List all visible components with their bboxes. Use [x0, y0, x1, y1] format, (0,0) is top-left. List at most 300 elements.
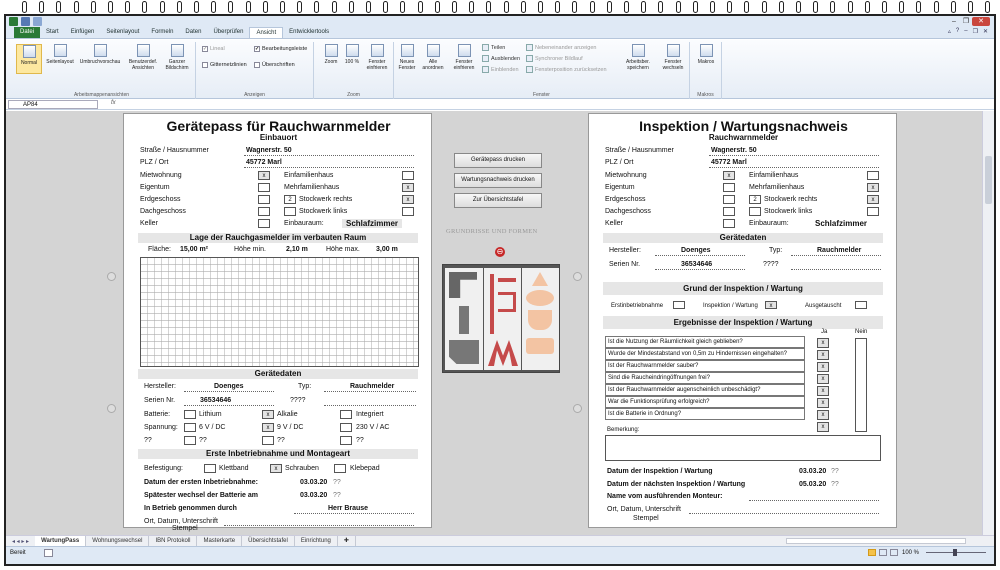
geraetepass-drucken-button[interactable]: Gerätepass drucken	[454, 153, 542, 168]
spiral-ring	[246, 1, 251, 13]
tab-einfuegen[interactable]: Einfügen	[70, 29, 95, 35]
scrollbar-thumb[interactable]	[985, 156, 992, 204]
einbauort-heading: Einbauort	[259, 133, 298, 142]
inspektion-page	[588, 113, 897, 528]
tab-daten[interactable]: Daten	[185, 29, 202, 35]
sheet-tab-ibn-protokoll[interactable]: IBN Protokoll	[149, 536, 197, 546]
spiral-ring	[899, 1, 904, 13]
eigentum-checkbox[interactable]	[258, 183, 270, 192]
keller-checkbox[interactable]	[258, 219, 270, 228]
klettband-checkbox[interactable]	[204, 464, 216, 473]
spiral-ring	[177, 1, 182, 13]
zoom-100-label: 100 %	[344, 59, 360, 65]
mehrfamilienhaus-checkbox[interactable]: x	[402, 183, 414, 192]
save-icon[interactable]	[21, 17, 30, 26]
group-label: Arbeitsmappenansichten	[73, 92, 130, 98]
erstinbetriebnahme-checkbox[interactable]	[673, 301, 685, 309]
einfamilienhaus-checkbox[interactable]	[402, 171, 414, 180]
spiral-ring	[263, 1, 268, 13]
dachgeschoss-checkbox[interactable]	[723, 207, 735, 216]
alkalie-label: Alkalie	[277, 411, 298, 418]
sheet-tabs	[6, 535, 994, 546]
group-arbeitsmappenansichten	[8, 42, 196, 99]
group-label: Zoom	[347, 92, 360, 98]
tab-start[interactable]: Start	[46, 29, 59, 35]
other-label-3: ??	[356, 437, 364, 444]
punch-hole	[107, 404, 116, 413]
einbauraum-value[interactable]: Schlafzimmer	[342, 219, 402, 228]
zigzag-shape[interactable]	[498, 292, 516, 312]
spiral-ring	[762, 1, 767, 13]
stockwerk-links-checkbox[interactable]	[402, 207, 414, 216]
stockwerk-links-box[interactable]	[284, 207, 296, 216]
datum-erst-value[interactable]: 03.03.20	[300, 479, 328, 486]
synchron-label: Synchroner Bildlauf	[535, 55, 583, 62]
6v-label: 6 V / DC	[199, 424, 226, 431]
schrauben-checkbox[interactable]: x	[270, 464, 282, 473]
keller-label: Keller	[140, 220, 158, 227]
ort-datum-label: Ort, Datum, Unterschrift	[607, 506, 681, 513]
ausgetauscht-label: Ausgetauscht	[805, 303, 842, 309]
tab-seitenlayout[interactable]: Seitenlayout	[106, 29, 140, 35]
sheet-area	[6, 111, 994, 535]
spiral-ring	[280, 1, 285, 13]
datum-inspektion-value[interactable]: 03.03.20	[799, 468, 827, 475]
benutzerdef-ansichten-button[interactable]	[126, 44, 160, 71]
minimize-icon[interactable]: –	[964, 28, 968, 34]
eigentum-label: Eigentum	[605, 184, 635, 191]
wartungsnachweis-drucken-button[interactable]: Wartungsnachweis drucken	[454, 173, 542, 188]
sheet-tab-wohnungswechsel[interactable]: Wohnungswechsel	[86, 536, 149, 546]
other-checkbox-3[interactable]	[340, 436, 352, 445]
spiral-ring	[813, 1, 818, 13]
gitternetzlinien-checkbox[interactable]	[202, 62, 247, 68]
einblenden-button[interactable]	[482, 66, 519, 73]
mehrfamilienhaus-label: Mehrfamilienhaus	[749, 184, 805, 191]
minimize-ribbon-icon[interactable]: ▵	[947, 29, 951, 35]
triangle-shape[interactable]	[532, 272, 548, 286]
stockwerk-rechts-checkbox[interactable]: x	[402, 195, 414, 204]
spiral-ring	[916, 1, 921, 13]
ja-checkbox-6[interactable]: x	[817, 398, 829, 408]
ja-checkbox-3[interactable]: x	[817, 362, 829, 372]
alkalie-checkbox[interactable]: x	[262, 410, 274, 419]
fx-icon[interactable]: fx	[111, 100, 116, 106]
spiral-ring	[142, 1, 147, 13]
spiral-ring	[590, 1, 595, 13]
typ-value[interactable]: Rauchmelder	[350, 383, 395, 390]
other-label-2: ??	[277, 437, 285, 444]
normal-label: Normal	[20, 60, 38, 66]
einfamilienhaus-checkbox[interactable]	[867, 171, 879, 180]
stockwerk-links-label: Stockwerk links	[299, 208, 348, 215]
nein-header: Nein	[855, 329, 868, 335]
makros-label: Makros	[697, 59, 715, 65]
teilen-button[interactable]	[482, 44, 505, 51]
help-icon[interactable]: ?	[955, 28, 960, 34]
underline	[184, 391, 274, 392]
benutzerdef-label: Benutzerdef. Ansichten	[128, 59, 158, 71]
befestigung-label: Befestigung:	[144, 465, 183, 472]
status-bar	[6, 546, 994, 564]
shapes-column-3	[522, 268, 559, 370]
break-view-icon[interactable]	[890, 549, 898, 556]
restore-icon[interactable]: ❐	[972, 29, 978, 35]
spiral-ring	[934, 1, 939, 13]
stockwerk-rechts-checkbox[interactable]: x	[867, 195, 879, 204]
9v-label: 9 V / DC	[277, 424, 304, 431]
tab-ueberpruefen[interactable]: Überprüfen	[213, 29, 244, 35]
new-sheet-icon[interactable]: ✚	[338, 536, 356, 546]
ribbon-corner-icons	[948, 28, 988, 35]
stempel-label: Stempel	[172, 525, 198, 532]
klebepad-label: Klebepad	[350, 465, 380, 472]
erdgeschoss-checkbox[interactable]	[723, 195, 735, 204]
zoom-slider-handle[interactable]	[953, 549, 957, 556]
seitenlayout-view-button[interactable]	[44, 44, 76, 65]
stockwerk-links-label: Stockwerk links	[764, 208, 813, 215]
klebepad-checkbox[interactable]	[334, 464, 346, 473]
plz-label: PLZ / Ort	[605, 159, 634, 166]
zoom-button[interactable]	[320, 44, 342, 65]
spiral-ring	[486, 1, 491, 13]
zoom-level: 100 %	[902, 550, 920, 556]
macro-record-icon[interactable]	[44, 549, 53, 557]
fenster-wechseln-label: Fenster wechseln	[662, 59, 684, 71]
punch-hole	[573, 272, 582, 281]
ganzer-bildschirm-button[interactable]	[162, 44, 192, 71]
spiral-ring	[848, 1, 853, 13]
spiral-ring	[39, 1, 44, 13]
hoehe-max-value[interactable]: 3,00 m	[376, 246, 398, 253]
spiral-ring	[125, 1, 130, 13]
fensterposition-button[interactable]	[526, 66, 607, 73]
group-label: Fenster	[533, 92, 550, 98]
geraetedaten-heading: Gerätedaten	[138, 369, 418, 379]
excel-icon	[9, 17, 18, 26]
zoom-label: Zoom	[324, 59, 338, 65]
page-title: Inspektion / Wartungsnachweis	[639, 118, 848, 134]
eigentum-checkbox[interactable]	[723, 183, 735, 192]
hersteller-value[interactable]: Doenges	[214, 383, 244, 390]
other-checkbox-2[interactable]	[262, 436, 274, 445]
datum-erst-label: Datum der ersten Inbetriebnahme:	[144, 479, 258, 486]
seriennr-value[interactable]: 36534646	[200, 397, 232, 404]
seriennr-value[interactable]: 36534646	[681, 261, 713, 268]
makros-button[interactable]	[694, 44, 718, 65]
strasse-label: Straße / Hausnummer	[605, 147, 674, 154]
einblenden-label: Einblenden	[491, 66, 519, 73]
umbruchvorschau-button[interactable]	[78, 44, 122, 65]
lithium-checkbox[interactable]	[184, 410, 196, 419]
close-button[interactable]: ✕	[972, 17, 990, 26]
minimize-button[interactable]: –	[952, 18, 956, 25]
fenster-einfrieren-button[interactable]	[448, 44, 480, 71]
gitternetzlinien-label: Gitternetzlinien	[210, 62, 247, 68]
bearbeitungsleiste-label: Bearbeitungsleiste	[262, 46, 308, 52]
corner-shape[interactable]	[449, 340, 479, 364]
spiral-ring	[555, 1, 560, 13]
ausgetauscht-checkbox[interactable]	[855, 301, 867, 309]
einbauraum-value[interactable]: Schlafzimmer	[815, 219, 868, 228]
bar-shape[interactable]	[459, 306, 469, 334]
strasse-value[interactable]: Wagnerstr. 50	[246, 147, 292, 154]
ort-datum-label: Ort, Datum, Unterschrift	[144, 518, 218, 525]
raum-grid[interactable]	[140, 257, 419, 367]
integriert-checkbox[interactable]	[340, 410, 352, 419]
stockwerk-links-checkbox[interactable]	[867, 207, 879, 216]
underline	[709, 155, 879, 156]
spiral-ring	[314, 1, 319, 13]
spiral-ring	[658, 1, 663, 13]
ja-checkbox-2[interactable]: x	[817, 350, 829, 360]
alle-anordnen-button[interactable]	[420, 44, 446, 71]
group-label: Anzeigen	[244, 92, 265, 98]
spiral-ring	[779, 1, 784, 13]
underline	[184, 405, 274, 406]
230v-checkbox[interactable]	[340, 423, 352, 432]
question-row: Ist der Rauchwarnmelder augenscheinlich unbeschädigt?	[605, 384, 805, 396]
nebeneinander-label: Nebeneinander anzeigen	[535, 44, 597, 51]
spiral-ring	[160, 1, 165, 13]
keller-label: Keller	[605, 220, 623, 227]
ganzer-bildschirm-label: Ganzer Bildschirm	[165, 59, 189, 71]
nebeneinander-button[interactable]	[526, 44, 596, 51]
page-title: Gerätepass für Rauchwarnmelder	[166, 118, 391, 134]
bemerkung-label: Bemerkung:	[607, 427, 640, 433]
ja-checkbox-4[interactable]: x	[817, 374, 829, 384]
ja-checkbox-7[interactable]: x	[817, 410, 829, 420]
spiral-ring	[727, 1, 732, 13]
zoom-auswahl-label: Fenster einfrieren	[366, 59, 388, 71]
bowl-shape[interactable]	[528, 310, 552, 330]
spiral-ring	[91, 1, 96, 13]
stempel-label: Stempel	[633, 515, 659, 522]
oval-shape[interactable]	[526, 290, 554, 306]
spiral-ring	[194, 1, 199, 13]
zoom-100-button[interactable]	[344, 44, 360, 65]
datum-naechste-value[interactable]: 05.03.20	[799, 481, 827, 488]
other-label: ??	[144, 437, 152, 444]
spiral-ring	[968, 1, 973, 13]
formula-bar	[6, 99, 994, 110]
sheet-tab-masterkarte[interactable]: Masterkarte	[197, 536, 242, 546]
in-betrieb-value[interactable]: Herr Brause	[328, 505, 369, 512]
spiral-ring	[22, 1, 27, 13]
normal-view-button[interactable]	[16, 44, 42, 74]
bearbeitungsleiste-checkbox[interactable]: ✓ Bearbeitungsleiste	[255, 46, 308, 52]
synchron-button[interactable]	[526, 55, 583, 62]
ja-checkbox-5[interactable]: x	[817, 386, 829, 396]
spiral-ring	[418, 1, 423, 13]
einfamilienhaus-label: Einfamilienhaus	[284, 172, 334, 179]
spiral-ring	[504, 1, 509, 13]
spiral-ring	[366, 1, 371, 13]
underline	[791, 255, 881, 256]
keller-checkbox[interactable]	[723, 219, 735, 228]
spiral-ring	[676, 1, 681, 13]
question-row: War die Funktionsprüfung erfolgreich?	[605, 396, 805, 408]
mietwohnung-checkbox[interactable]: x	[258, 171, 270, 180]
unknown-value: ????	[763, 261, 779, 268]
spiral-ring	[435, 1, 440, 13]
tab-formeln[interactable]: Formeln	[151, 29, 174, 35]
underline	[324, 391, 416, 392]
normal-view-icon[interactable]	[868, 549, 876, 556]
lage-heading: Lage der Rauchgasmelder im verbauten Raum	[138, 233, 418, 243]
spiral-ring	[452, 1, 457, 13]
inspektion-wartung-checkbox[interactable]: x	[765, 301, 777, 309]
spiral-ring	[297, 1, 302, 13]
hersteller-label: Hersteller:	[144, 383, 176, 390]
spiral-ring	[228, 1, 233, 13]
unknown-value: ????	[290, 397, 306, 404]
rect-shape[interactable]	[526, 338, 554, 354]
nein-column[interactable]	[855, 338, 867, 432]
zoom-auswahl-button[interactable]	[362, 44, 392, 71]
spiral-ring	[865, 1, 870, 13]
question-row: Ist die Nutzung der Räumlichkeit gleich geblieben?	[605, 336, 805, 348]
9v-checkbox[interactable]: x	[262, 423, 274, 432]
typ-value[interactable]: Rauchmelder	[817, 247, 862, 254]
einfamilienhaus-label: Einfamilienhaus	[749, 172, 799, 179]
underline	[655, 269, 745, 270]
hoehe-max-label: Höhe max.	[326, 246, 360, 253]
stockwerk-links-box[interactable]	[749, 207, 761, 216]
fensterposition-label: Fensterposition zurücksetzen	[535, 66, 607, 73]
undo-icon[interactable]	[33, 17, 42, 26]
name-box[interactable]: AP84	[8, 100, 98, 109]
erdgeschoss-label: Erdgeschoss	[140, 196, 181, 203]
spiral-ring	[572, 1, 577, 13]
other-label-1: ??	[199, 437, 207, 444]
erste-inbetriebnahme-heading: Erste Inbetriebnahme und Montageart	[138, 449, 418, 459]
ribbon	[6, 40, 994, 99]
l-shape[interactable]	[449, 272, 477, 298]
ueberschriften-checkbox[interactable]	[254, 62, 295, 68]
dachgeschoss-checkbox[interactable]	[258, 207, 270, 216]
line-shape[interactable]	[490, 274, 494, 334]
lithium-label: Lithium	[199, 411, 222, 418]
sheet-nav-icon[interactable]: ◂ ◂ ▸ ▸	[12, 538, 30, 545]
arbeitsbereich-speichern-label: Arbeitsber. speichern	[626, 59, 650, 71]
datum-inspektion-label: Datum der Inspektion / Wartung	[607, 468, 713, 475]
group-zoom	[314, 42, 394, 99]
close-icon[interactable]: ✕	[982, 29, 988, 35]
plz-value[interactable]: 45772 Marl	[246, 159, 282, 166]
wave-shape[interactable]	[488, 340, 518, 366]
6v-checkbox[interactable]	[184, 423, 196, 432]
excel-window	[4, 14, 996, 566]
typ-label: Typ:	[298, 383, 312, 390]
underline	[749, 500, 879, 501]
group-makros	[690, 42, 722, 99]
layout-view-icon[interactable]	[879, 549, 887, 556]
shapes-panel	[442, 264, 560, 373]
geraetepass-page	[123, 113, 432, 532]
mehrfamilienhaus-checkbox[interactable]: x	[867, 183, 879, 192]
spiral-ring	[469, 1, 474, 13]
status-ready: Bereit	[10, 550, 26, 556]
spiral-ring	[693, 1, 698, 13]
flaeche-value[interactable]: 15,00 m²	[180, 246, 209, 253]
uebersichtstafel-button[interactable]: Zur Übersichtstafel	[454, 193, 542, 208]
seriennr-label: Serien Nr.	[609, 261, 641, 268]
sheet-tab-einrichtung[interactable]: Einrichtung	[295, 536, 338, 546]
datum-inspektion-suffix: ??	[831, 468, 839, 475]
stockwerk-rechts-label: Stockwerk rechts	[764, 196, 818, 203]
group-fenster	[394, 42, 690, 99]
teilen-label: Teilen	[491, 44, 506, 51]
spiral-ring	[521, 1, 526, 13]
flaeche-label: Fläche:	[148, 246, 171, 253]
lineal-checkbox[interactable]: ✓ Lineal	[203, 46, 225, 52]
spiral-ring	[332, 1, 337, 13]
mietwohnung-checkbox[interactable]: x	[723, 171, 735, 180]
stockwerk-number[interactable]: 2	[284, 195, 296, 204]
sheet-tab-wartungpass[interactable]: WartungPass	[35, 536, 86, 546]
tab-entwicklertools[interactable]: Entwicklertools	[289, 29, 330, 35]
plus-icon[interactable]: ⊖	[496, 247, 504, 256]
title-bar	[6, 16, 994, 27]
datum-naechste-suffix: ??	[831, 481, 839, 488]
erstinbetriebnahme-label: Erstinbetriebnahme	[611, 303, 664, 309]
einbauraum-label: Einbauraum:	[749, 220, 789, 227]
neues-fenster-button[interactable]	[396, 44, 418, 71]
inspektion-wartung-label: Inspektion / Wartung	[703, 303, 758, 309]
question-row: Ist der Rauchwarnmelder sauber?	[605, 360, 805, 372]
other-checkbox-1[interactable]	[184, 436, 196, 445]
fenster-einfrieren-label: Fenster einfrieren	[453, 59, 475, 71]
spaetester-wechsel-value[interactable]: 03.03.20	[300, 492, 328, 499]
restore-button[interactable]: ❐	[962, 18, 970, 25]
tab-ansicht[interactable]: Ansicht	[249, 27, 283, 38]
window-controls	[948, 17, 990, 26]
ausblenden-label: Ausblenden	[491, 55, 521, 62]
erdgeschoss-label: Erdgeschoss	[605, 196, 646, 203]
monteur-label: Name vom ausführenden Monteur:	[607, 493, 723, 500]
hoehe-min-label: Höhe min.	[234, 246, 266, 253]
stockwerk-number[interactable]: 2	[749, 195, 761, 204]
tab-datei[interactable]: Datei	[14, 27, 40, 38]
line-shape[interactable]	[498, 278, 516, 282]
bemerkung-field[interactable]	[605, 435, 881, 461]
fenster-wechseln-button[interactable]	[658, 44, 688, 71]
erdgeschoss-checkbox[interactable]	[258, 195, 270, 204]
ja-checkbox-1[interactable]: x	[817, 338, 829, 348]
question-row: Sind die Raucheindringöffnungen frei?	[605, 372, 805, 384]
ja-checkbox-8[interactable]: x	[817, 422, 829, 432]
question-row: Wurde der Mindestabstand von 0,5m zu Hindernissen eingehalten?	[605, 348, 805, 360]
spiral-ring	[108, 1, 113, 13]
sheet-tab-uebersichtstafel[interactable]: Übersichtstafel	[242, 536, 295, 546]
einbauraum-label: Einbauraum:	[284, 220, 324, 227]
alle-anordnen-label: Alle anordnen	[422, 59, 444, 71]
spiral-ring	[830, 1, 835, 13]
horizontal-scrollbar[interactable]	[786, 538, 966, 544]
spiral-ring	[641, 1, 646, 13]
spiral-ring	[400, 1, 405, 13]
plz-value[interactable]: 45772 Marl	[711, 159, 747, 166]
hoehe-min-value[interactable]: 2,10 m	[286, 246, 308, 253]
spaetester-wechsel-label: Spätester wechsel der Batterie am	[144, 492, 258, 499]
hersteller-value[interactable]: Doenges	[681, 247, 711, 254]
arbeitsbereich-speichern-button[interactable]	[620, 44, 656, 71]
ausblenden-button[interactable]	[482, 55, 520, 62]
strasse-value[interactable]: Wagnerstr. 50	[711, 147, 757, 154]
underline	[791, 269, 881, 270]
dachgeschoss-label: Dachgeschoss	[140, 208, 186, 215]
